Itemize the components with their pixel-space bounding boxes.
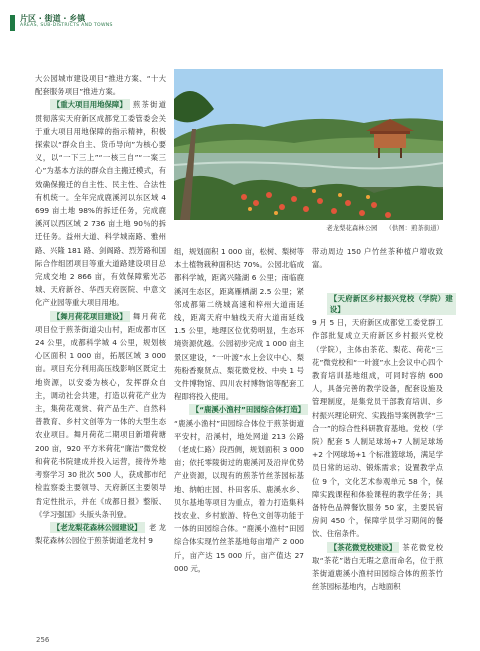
paragraph-text: 9 月 5 日，天府新区成都党工委党群工作部批复成立天府新区乡村振兴党校（学院），主体由茶花、梨花、荷花“三花”微党校和“一叶渡”水上会议中心四个教育培训基地组成，可同时容纳 600 人，具备完善的教学设备，配套设施及管理制度，是集党员干部教育培训、乡村振兴理论研究、实践指导案例教学“三合一”的综合性科研教育基地。党校（学院）配套 5 人制足球场+7 人制足球场+2 个网球场+1 个标准篮球场，满足学员日常的运动、锻炼需求；设置教学点位 9 个，文化艺术参观单元 58 个，保障实践课程和体验课程的教学任务；具备特色品牌餐饮服务 50 家，主要民宿房间 450 个，保障学员学习期间的餐饮、住宿条件。 (312, 318, 443, 539)
section-heading: 【重大项目用地保障】 (50, 99, 130, 110)
photo-caption (174, 223, 443, 232)
caption-title: 老龙梨花森林公园 (326, 224, 378, 232)
section-heading: 【天府新区乡村振兴党校（学院）建设】 (327, 293, 456, 315)
section-title: 片区 · 街道 · 乡镇 (20, 14, 86, 23)
paragraph-text: 老龙梨花森林公园位于煎茶街道老龙村 9 (35, 522, 166, 546)
paragraph (35, 98, 166, 309)
paragraph-text: 茶花微党校取“茶花”谐白无瑕之意而命名，位于煎茶街道鹿溪小渔村田园综合体的煎茶竹丝茶园标基地内，占地面积 (312, 542, 443, 592)
section-heading: 【老龙梨花森林公园建设】 (50, 522, 145, 533)
caption-credit: （供图：煎茶街道） (385, 224, 443, 232)
paragraph (312, 541, 443, 594)
paragraph (35, 521, 166, 547)
text-column-left (35, 72, 166, 547)
section-heading: 【茶花微党校建设】 (327, 542, 400, 553)
section-heading: 【舞月荷花项目建设】 (50, 311, 130, 322)
paragraph (312, 293, 453, 541)
text-column-right (312, 293, 453, 593)
text-column-right-top (312, 245, 443, 271)
text-column-middle (174, 245, 304, 575)
paragraph: 组，规划面积 1 000 亩，松树、梨树等本土植物栽种面积达 70%。公园北临成都科学城，距离兴隆湖 6 公里；南临鹿溪河生态区，距离雁栖湖 2.5 公里；紧邻成都第二绕城高速和梓州大道南延线，距离天府中轴线天府大道南延线 1.5 公里，地理区位优势明显，生态环境资源优越。公园初步完成 1 000 亩主景区建设，“一叶渡”水上会议中心、梨苑粉香聚贤点、梨花微党校、中央 1 号文件博物馆、四川农村博物馆等配套工程即将投入使用。 (174, 247, 304, 402)
page-number: 256 (36, 636, 50, 644)
paragraph-text: “鹿溪小渔村”田园综合体位于煎茶街道平安村，沿溪村，地处网道 213 公路（老成仁路）段西侧，规划面积 3 000 亩；依托零陵街过的鹿溪河及沿岸优势产业资源，以现有的煎茶竹丝茶园标基地、纳帕庄园、朴田客乐、鹿溪水乡、贝尔基地等项目为重点，着力打造集科技农业、乡村旅游、特色文创等功能于一体的田园综合体。“鹿溪小渔村”田园综合体实现竹丝茶基地每亩增产 2 000 斤，亩产达 15 000 斤，亩产值达 27 000 元， (174, 418, 304, 573)
header-accent-bar (10, 15, 15, 31)
paragraph: 带动周边 150 户竹丝茶种植户增收致富。 (312, 247, 443, 270)
paragraph: 大公园城市建设项目”推进方案、“十大配套服务项目”推进方案。 (35, 74, 166, 97)
paragraph-text: 舞月荷花项目位于煎茶街道尖山村，距成都市区 24 公里，成都科学城 4 公里，规划核心区面积 1 000 亩，拓展区域 3 000 亩。项目充分利用高压线影响区既定土地资源，以安委为核心，发挥群众自主，调动社会共建，打造以荷花产业为主，集荷花观赏、荷产品生产、自然科普教育、乡村文创等为一体的大型生态农业项目。舞月荷花二期项目新增荷塘 200 亩，920 平方米荷花“廉洁”微党校和荷花书院建成并投入运营，接待外地考察学习 30 批次 500 人，获成都市纪检监察委主要领导、天府新区主要领导肯定性批示，并在《成都日报》整版、《学习强国》头版头条刊登。 (35, 311, 166, 519)
paragraph (174, 403, 304, 575)
park-photo (174, 69, 443, 220)
paragraph-text: 煎茶街道贯彻落实天府新区成都党工委管委会关于重大项目用地保障的指示精神，积极探索以“群众自主、货币导向”为核心要义，以“一下三上”“一核三自”“一案三心”为基本方法的群众自主搬迁模式，有效确保搬迁的自主性、民主性、合法性有机统一。全年完成鹿溪河以东区域 4 699 亩土地 98%的拆迁任务，完成鹿溪河以西区域 2 736 亩土地 90％的拆迁任务。益州大道、科学城南路、雅州路、兴隆 181 路、剑阁路、烈芳路和国际合作组团项目等重大道路建设项目总完成交地 2 866 亩，有效保障紫光芯城、天府新谷、华西天府医院、中意文化产业园等重大项目用地。 (35, 100, 166, 308)
section-heading: 【“鹿溪小渔村”田园综合体打造】 (189, 404, 308, 415)
paragraph (35, 310, 166, 521)
section-subtitle: AREAS, SUB-DISTRICTS AND TOWNS (20, 23, 113, 28)
